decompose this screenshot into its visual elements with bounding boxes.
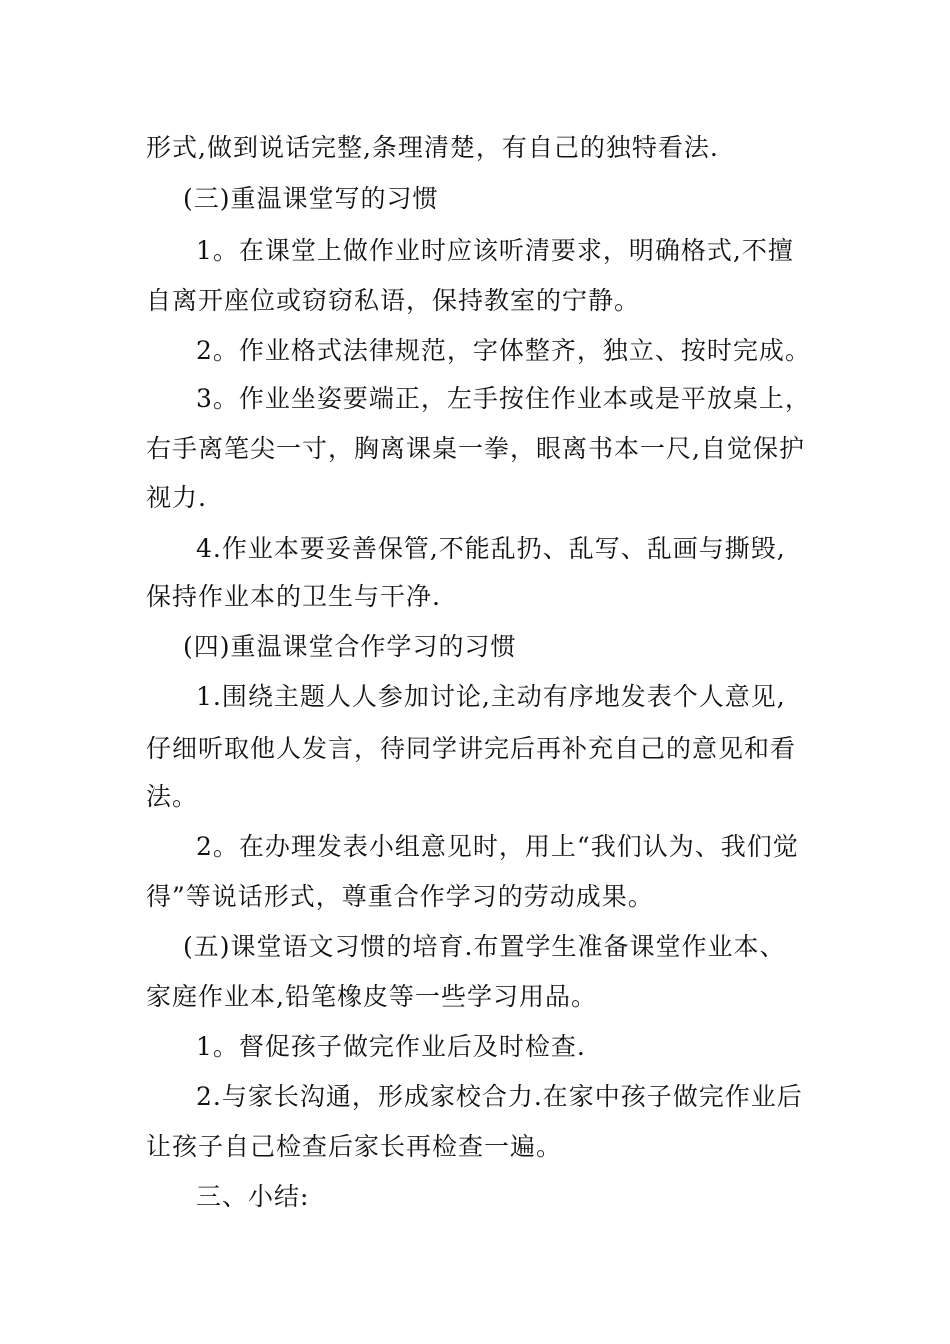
text-line: 家庭作业本,铅笔橡皮等一些学习用品。: [146, 982, 597, 1011]
list-item: 2。在办理发表小组意见时，用上“我们认为、我们觉: [196, 832, 799, 861]
section-heading: (三)重温课堂写的习惯: [183, 184, 439, 213]
text-line: 自离开座位或窃窃私语，保持教室的宁静。: [146, 286, 641, 315]
list-item: 3。作业坐姿要端正，左手按住作业本或是平放桌上，: [196, 384, 811, 413]
list-item: 1.围绕主题人人参加讨论,主动有序地发表个人意见,: [196, 682, 786, 711]
text-line: 得”等说话形式，尊重合作学习的劳动成果。: [146, 882, 654, 911]
section-heading: (五)课堂语文习惯的培育.布置学生准备课堂作业本、: [183, 932, 786, 961]
section-heading: 三、小结:: [196, 1182, 310, 1211]
list-item: 1。督促孩子做完作业后及时检查.: [196, 1032, 586, 1061]
text-line: 法。: [146, 782, 199, 811]
list-item: 2。作业格式法律规范，字体整齐，独立、按时完成。: [196, 336, 811, 365]
list-item: 1。在课堂上做作业时应该听清要求，明确格式,不擅: [196, 236, 794, 265]
text-line: 视力.: [146, 483, 207, 512]
text-line: 仔细听取他人发言，待同学讲完后再补充自己的意见和看: [146, 734, 797, 763]
text-line: 形式,做到说话完整,条理清楚，有自己的独特看法.: [146, 133, 719, 162]
list-item: 2.与家长沟通，形成家校合力.在家中孩子做完作业后: [196, 1082, 803, 1111]
list-item: 4.作业本要妥善保管,不能乱扔、乱写、乱画与撕毁,: [196, 534, 786, 563]
text-line: 保持作业本的卫生与干净.: [146, 582, 441, 611]
section-heading: (四)重温课堂合作学习的习惯: [183, 632, 517, 661]
text-line: 让孩子自己检查后家长再检查一遍。: [146, 1132, 563, 1161]
text-line: 右手离笔尖一寸，胸离课桌一拳，眼离书本一尺,自觉保护: [146, 434, 805, 463]
